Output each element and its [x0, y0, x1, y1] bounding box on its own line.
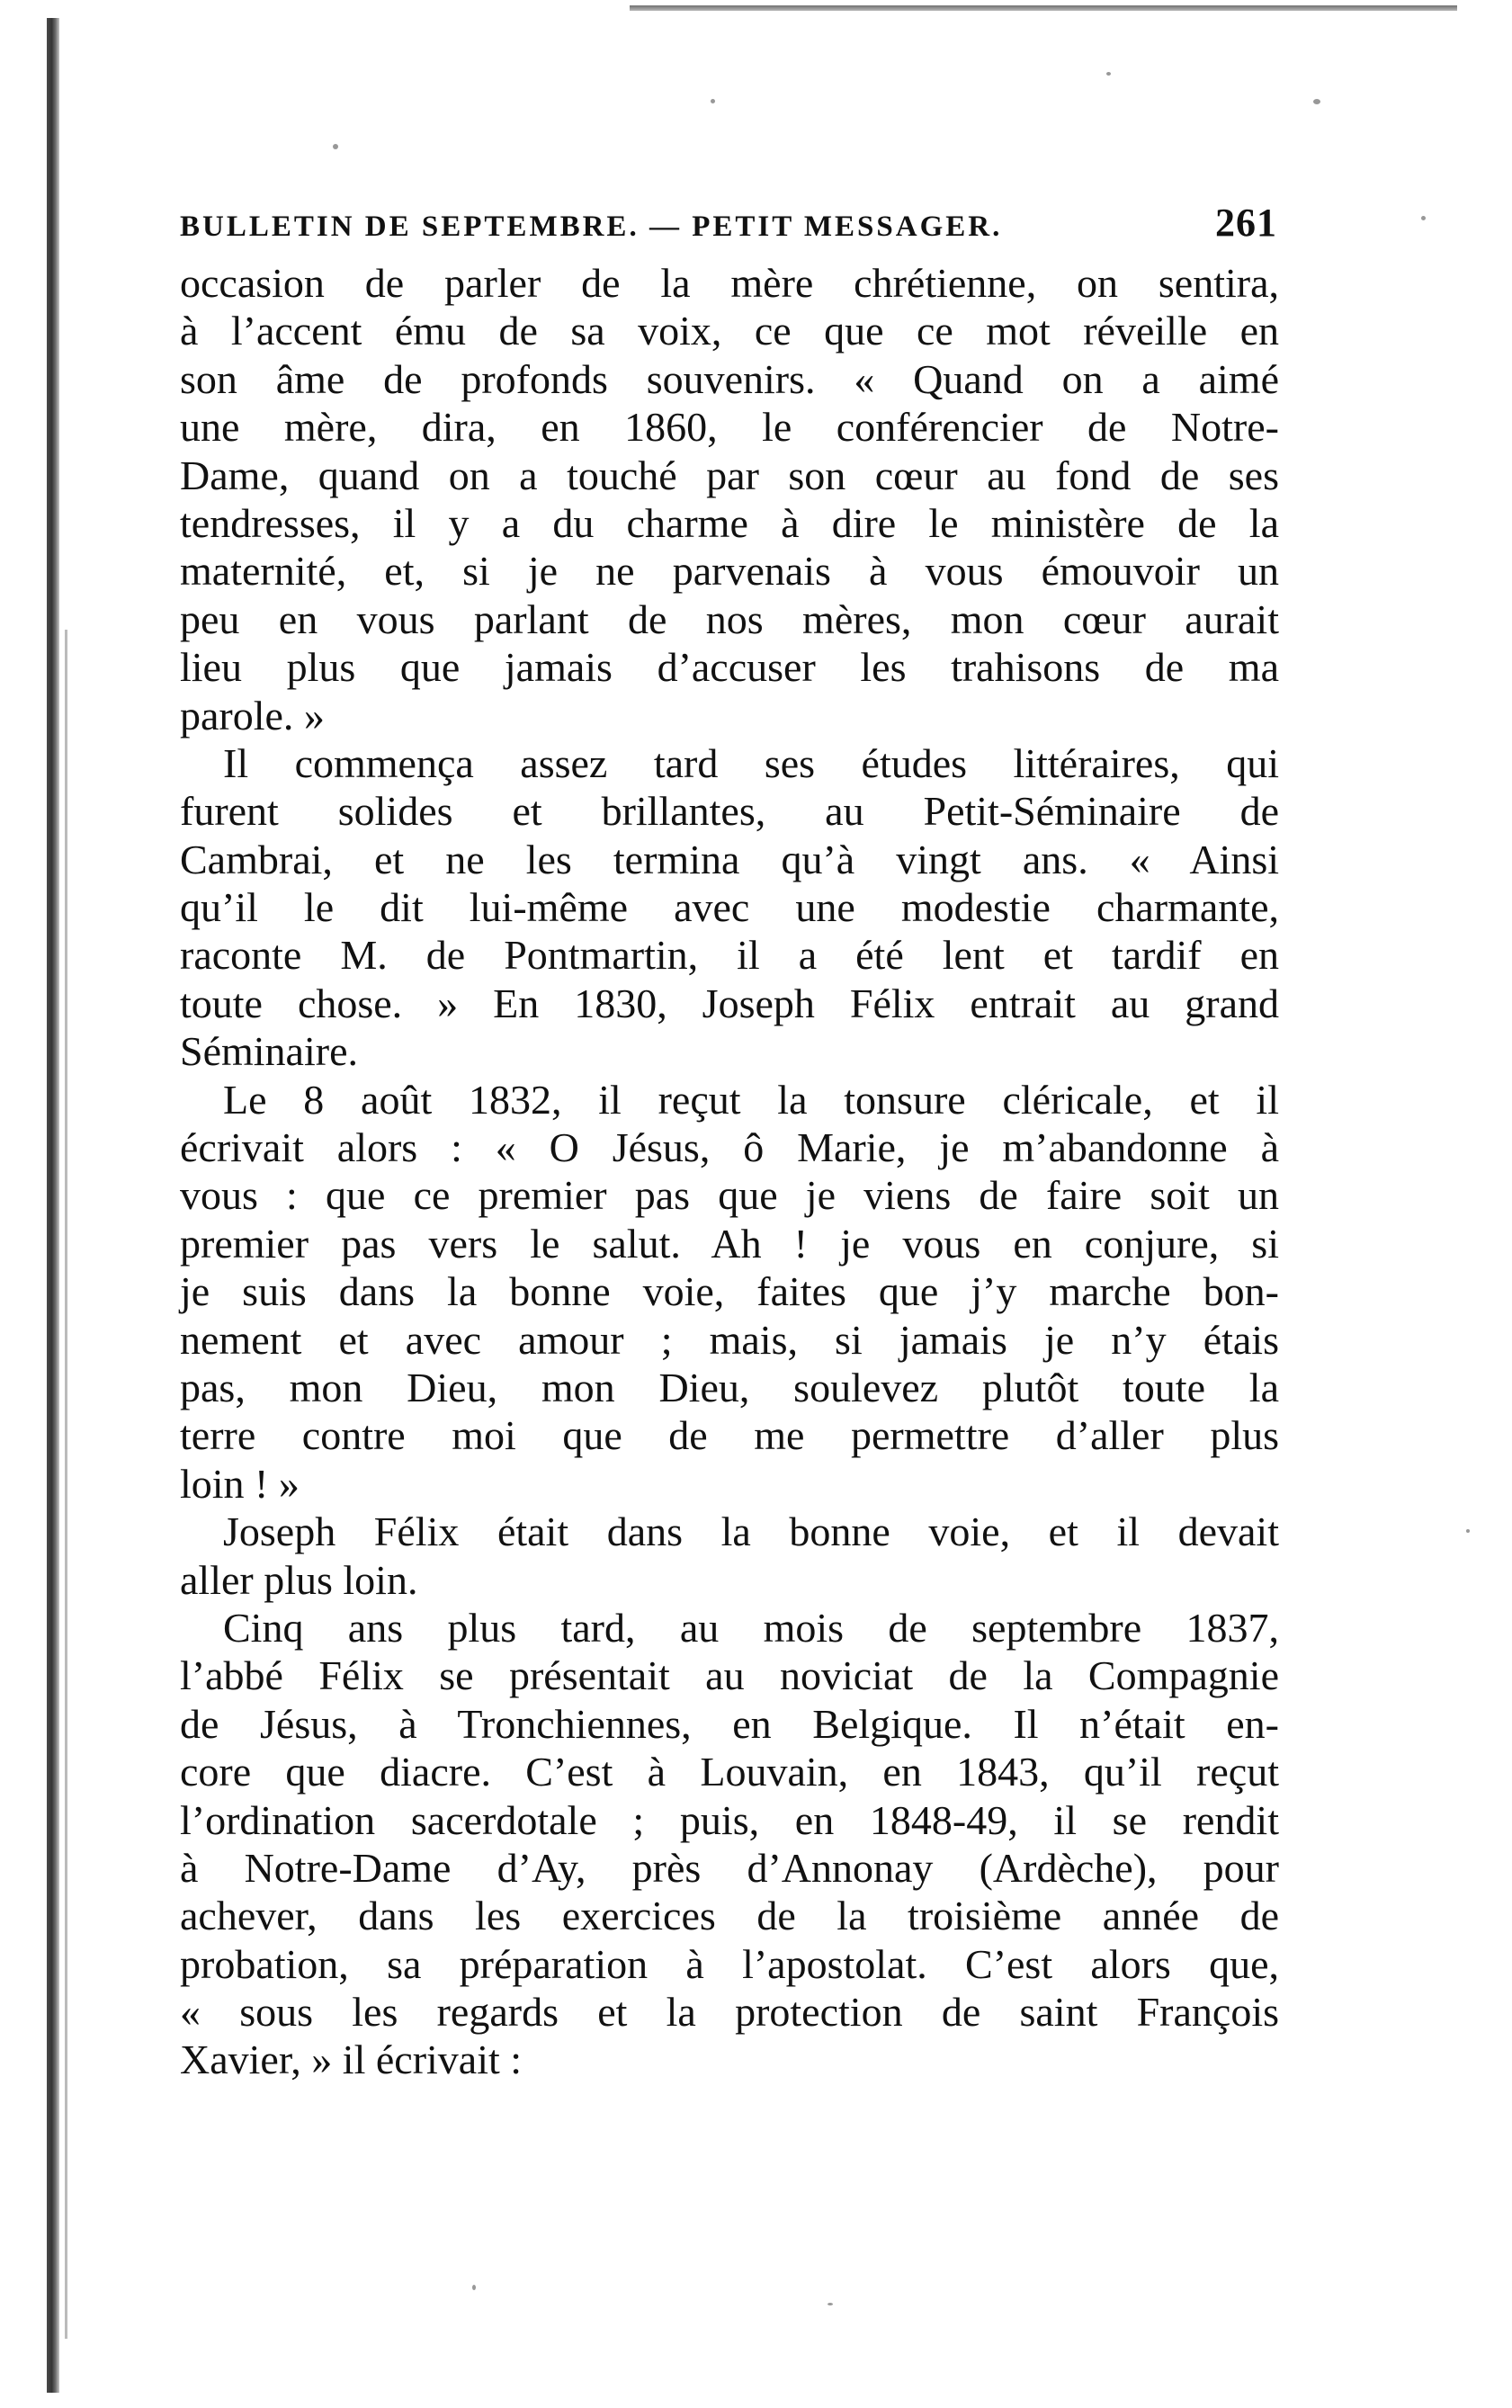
text-line: aller plus loin. — [180, 1556, 418, 1603]
binding-shadow — [65, 630, 67, 2339]
text-line: l’abbé Félix se présentait au noviciat de la Compagnie — [180, 1652, 1279, 1699]
text-line: à l’accent ému de sa voix, ce que ce mot réveille en — [180, 308, 1279, 354]
text-line: lieu plus que jamais d’accuser les trahisons de ma — [180, 644, 1279, 691]
text-line: core que diacre. C’est à Louvain, en 1843, qu’il reçut — [180, 1749, 1279, 1795]
text-line: de Jésus, à Tronchiennes, en Belgique. Il n’était en- — [180, 1700, 1279, 1747]
text-line: toute chose. » En 1830, Joseph Félix entrait au grand — [180, 980, 1279, 1026]
page-number: 261 — [1215, 201, 1277, 245]
speck — [1421, 216, 1426, 220]
text-line: loin ! » — [180, 1460, 300, 1507]
text-line: l’ordination sacerdotale ; puis, en 1848-49, il se rendit — [180, 1796, 1279, 1843]
text-line: premier pas vers le salut. Ah ! je vous en conjure, si — [180, 1220, 1279, 1267]
text-line: nement et avec amour ; mais, si jamais je n’y étais — [180, 1316, 1279, 1363]
text-line: qu’il le dit lui-même avec une modestie charmante, — [180, 884, 1279, 931]
text-line: Xavier, » il écrivait : — [180, 2037, 523, 2083]
text-line: Il commença assez tard ses études littéraires, qui — [223, 739, 1279, 786]
text-line: peu en vous parlant de nos mères, mon cœur aurait — [180, 595, 1279, 642]
body-text — [180, 259, 1279, 2084]
text-line: une mère, dira, en 1860, le conférencier de Notre- — [180, 404, 1279, 451]
scan-top-edge — [630, 5, 1457, 11]
text-line: Cambrai, et ne les termina qu’à vingt ans. « Ainsi — [180, 836, 1279, 882]
text-line: écrivait alors : « O Jésus, ô Marie, je m’abandonne à — [180, 1124, 1279, 1171]
text-line: Dame, quand on a touché par son cœur au fond de ses — [180, 452, 1279, 498]
speck — [472, 2285, 476, 2290]
running-title: BULLETIN DE SEPTEMBRE. — PETIT MESSAGER. — [180, 210, 1003, 243]
text-line: parole. » — [180, 692, 325, 739]
text-line: Cinq ans plus tard, au mois de septembre 1837, — [223, 1604, 1279, 1651]
text-line: raconte M. de Pontmartin, il a été lent et tardif en — [180, 932, 1279, 979]
text-line: pas, mon Dieu, mon Dieu, soulevez plutôt toute la — [180, 1364, 1279, 1410]
binding-edge — [47, 18, 59, 2393]
text-line: furent solides et brillantes, au Petit-Séminaire de — [180, 788, 1279, 835]
text-line: occasion de parler de la mère chrétienne, on sentira, — [180, 260, 1279, 306]
text-line: je suis dans la bonne voie, faites que j’y marche bon- — [180, 1268, 1279, 1315]
text-line: tendresses, il y a du charme à dire le ministère de la — [180, 499, 1279, 546]
text-line: Joseph Félix était dans la bonne voie, et il devait — [223, 1508, 1279, 1555]
speck — [333, 144, 338, 149]
text-line: terre contre moi que de me permettre d’aller plus — [180, 1412, 1279, 1459]
text-line: son âme de profonds souvenirs. « Quand on a aimé — [180, 355, 1279, 402]
speck — [828, 2303, 833, 2305]
text-line: vous : que ce premier pas que je viens de faire soit un — [180, 1172, 1279, 1219]
text-line: Séminaire. — [180, 1028, 358, 1075]
text-line: maternité, et, si je ne parvenais à vous émouvoir un — [180, 548, 1279, 595]
speck — [711, 99, 715, 103]
text-line: Le 8 août 1832, il reçut la tonsure cléricale, et il — [223, 1076, 1279, 1123]
text-line: probation, sa préparation à l’apostolat. C’est alors que, — [180, 1940, 1279, 1987]
text-line: « sous les regards et la protection de saint François — [180, 1989, 1279, 2036]
speck — [1313, 99, 1320, 104]
text-line: à Notre-Dame d’Ay, près d’Annonay (Ardèche), pour — [180, 1844, 1279, 1891]
speck — [1106, 72, 1111, 76]
speck — [1466, 1529, 1470, 1533]
text-line: achever, dans les exercices de la troisième année de — [180, 1893, 1279, 1939]
running-header — [180, 200, 1277, 254]
